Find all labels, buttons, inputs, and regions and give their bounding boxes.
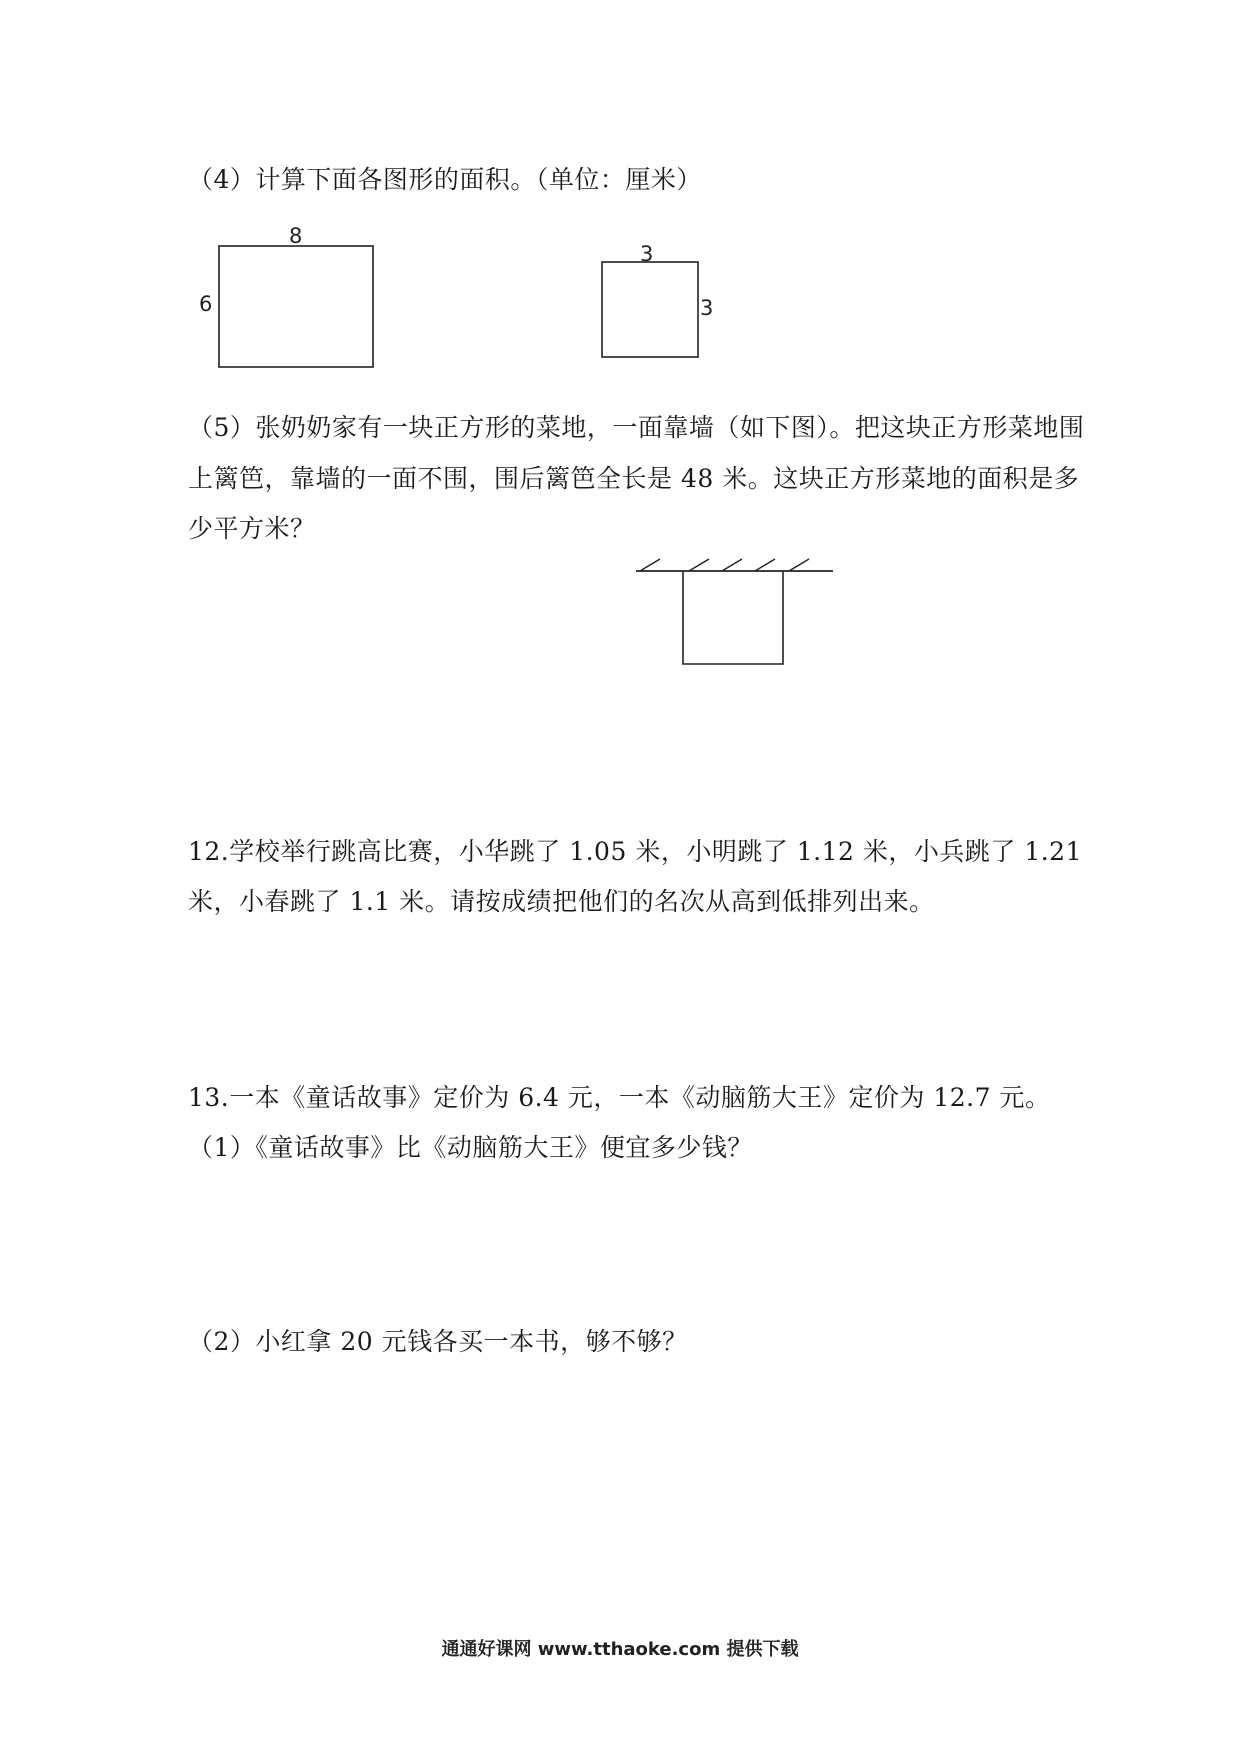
q13-sub-2: （2）小红拿 20 元钱各买一本书，够不够？ bbox=[188, 1327, 688, 1356]
q5-line-3: 少平方米？ bbox=[188, 514, 316, 543]
q13-line-1: 13.一本《童话故事》定价为 6.4 元，一本《动脑筋大王》定价为 12.7 元。 bbox=[188, 1083, 1051, 1112]
q12-line-2: 米，小春跳了 1.1 米。请按成绩把他们的名次从高到低排列出来。 bbox=[188, 887, 935, 916]
rectangle-side-label: 6 bbox=[199, 292, 213, 316]
fence-square bbox=[683, 571, 783, 664]
q13-sub-1: （1）《童话故事》比《动脑筋大王》便宜多少钱？ bbox=[188, 1133, 753, 1162]
q5-line-2: 上篱笆，靠墙的一面不围，围后篱笆全长是 48 米。这块正方形菜地的面积是多 bbox=[188, 464, 1080, 493]
square-top-label: 3 bbox=[640, 242, 654, 266]
rectangle-top-label: 8 bbox=[289, 224, 303, 248]
wall-hatching bbox=[640, 559, 809, 571]
q4-prompt: （4）计算下面各图形的面积。（单位：厘米） bbox=[188, 165, 702, 194]
q12-line-1: 12.学校举行跳高比赛，小华跳了 1.05 米，小明跳了 1.12 米，小兵跳了 1.21 bbox=[188, 837, 1082, 866]
q5-line-1: （5）张奶奶家有一块正方形的菜地，一面靠墙（如下图）。把这块正方形菜地围 bbox=[188, 413, 1085, 442]
footer-source: 通通好课网 www.tthaoke.com 提供下载 bbox=[441, 1639, 799, 1660]
square-side-label: 3 bbox=[700, 296, 714, 320]
